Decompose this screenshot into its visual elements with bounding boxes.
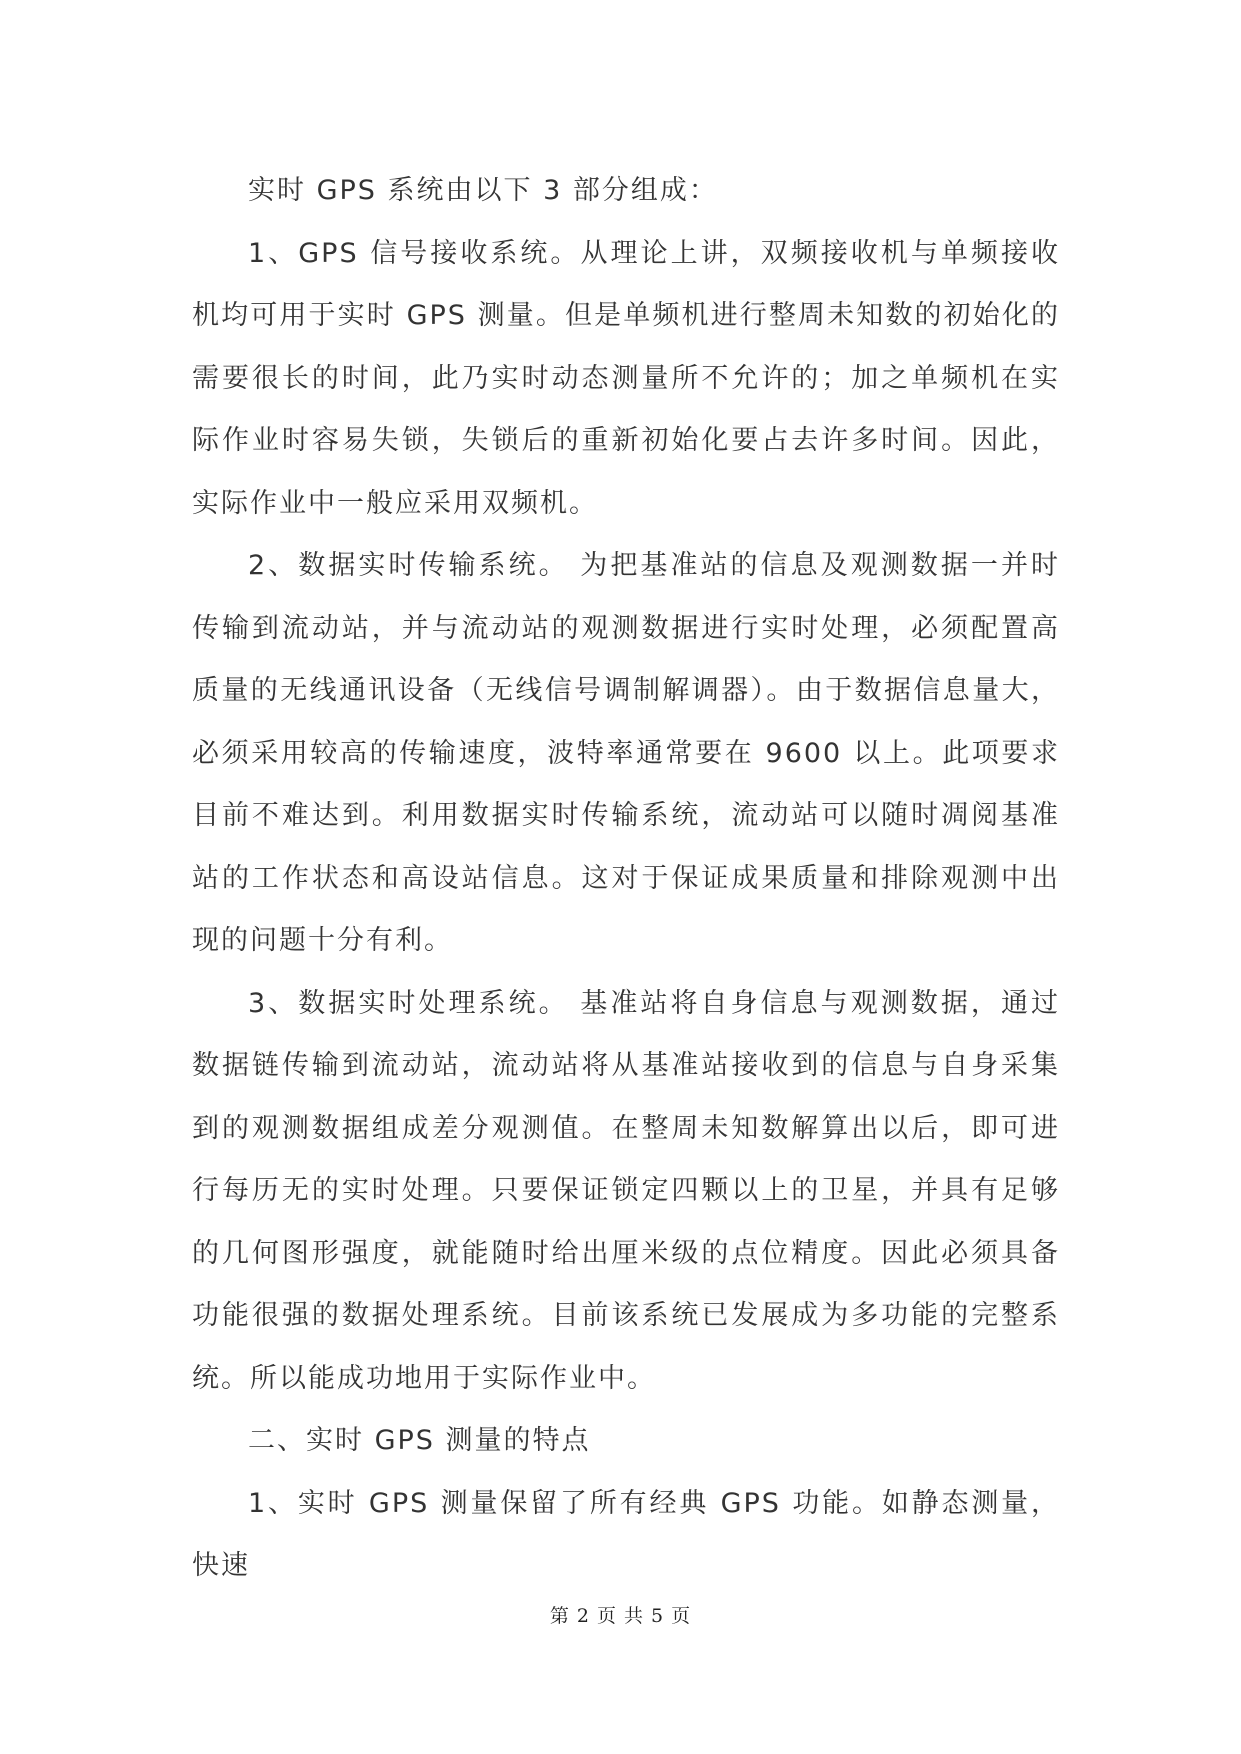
paragraph-intro: 实时 GPS 系统由以下 3 部分组成：: [248, 175, 718, 206]
paragraph-data-transmission: 2、数据实时传输系统。 为把基准站的信息及观测数据一并时传输到流动站，并与流动站的观测数据进行实时处理，必须配置高质量的无线通讯设备（无线信号调制解调器）。由于数据信息量大，必须采用较高的传输速度，波特率通常要在 9600 以上。此项要求目前不难达到。利用数据实时传输系统，流动站可以随时凋阅基准站的工作状态和高设站信息。这对于保证成果质量和排除观测中出现的问题十分有利。: [192, 550, 1060, 956]
paragraph-features-1: 1、实时 GPS 测量保留了所有经典 GPS 功能。如静态测量，快速: [192, 1487, 1060, 1581]
page-footer: 第 2 页 共 5 页: [549, 1605, 692, 1627]
body-text: [192, 160, 1060, 1598]
section-heading-features: 二、实时 GPS 测量的特点: [248, 1425, 591, 1456]
paragraph-data-processing: 3、数据实时处理系统。 基准站将自身信息与观测数据，通过数据链传输到流动站，流动站将从基准站接收到的信息与自身采集到的观测数据组成差分观测值。在整周未知数解算出以后，即可进行每历无的实时处理。只要保证锁定四颗以上的卫星，并具有足够的几何图形强度，就能随时给出厘米级的点位精度。因此必须具备功能很强的数据处理系统。目前该系统已发展成为多功能的完整系统。所以能成功地用于实际作业中。: [192, 987, 1060, 1394]
paragraph-gps-receiver: 1、GPS 信号接收系统。从理论上讲，双频接收机与单频接收机均可用于实时 GPS 测量。但是单频机进行整周未知数的初始化的需要很长的时间，此乃实时动态测量所不允许的；加之单频机在实际作业时容易失锁，失锁后的重新初始化要占去许多时间。因此，实际作业中一般应采用双频机。: [192, 237, 1060, 519]
